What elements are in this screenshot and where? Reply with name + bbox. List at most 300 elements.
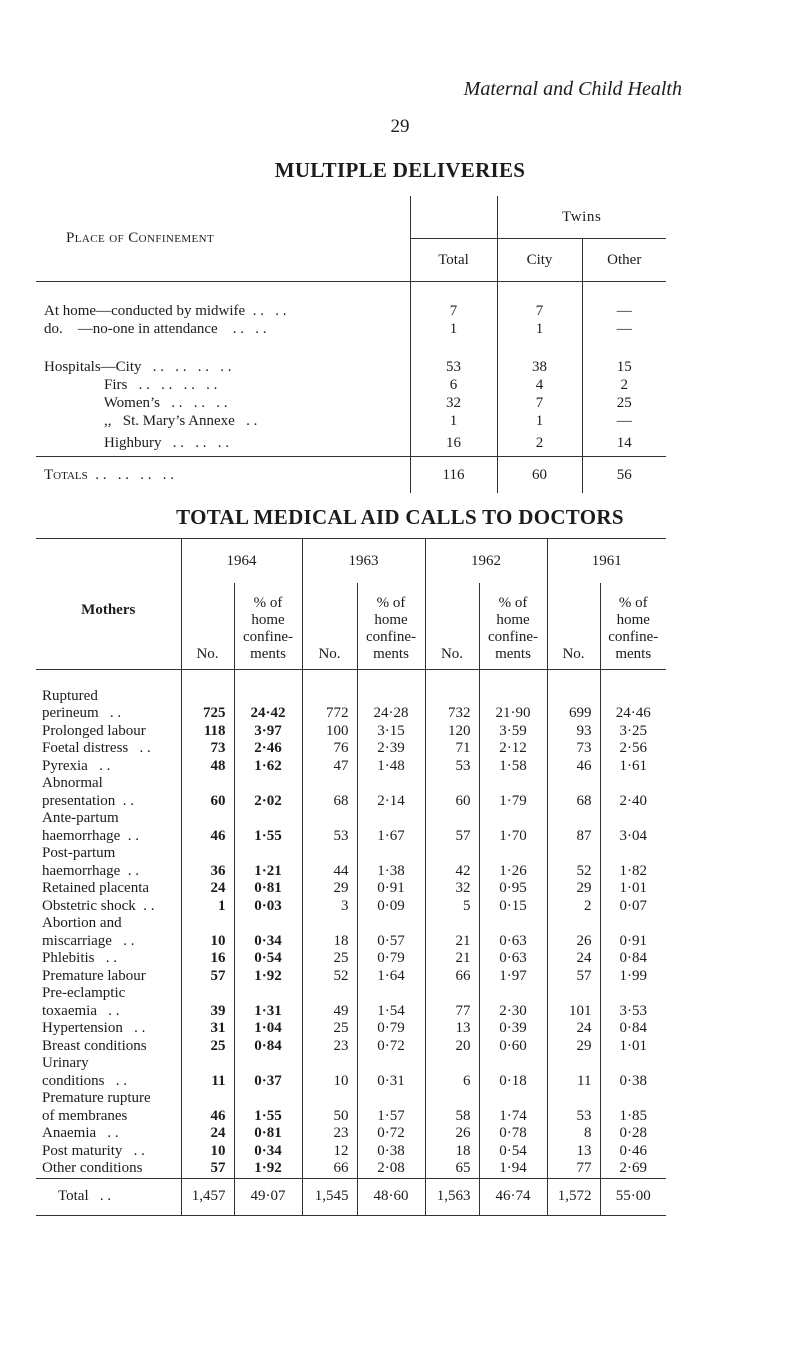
other-value: — (616, 303, 632, 319)
other-value: — (616, 413, 632, 429)
year-header: 1963 (302, 539, 425, 584)
table-row (36, 723, 666, 741)
count-value: 57 (181, 968, 234, 986)
percent-value: 0·54 (479, 1143, 547, 1161)
count-value: 3 (302, 898, 357, 916)
percent-value: 0·60 (479, 1038, 547, 1056)
percent-value: 1·55 (234, 1108, 302, 1126)
place-label: Highbury . . . . . . (36, 430, 410, 457)
count-value: 29 (547, 1038, 600, 1056)
percent-header-line: ments (495, 646, 531, 662)
city-value: 60 (497, 457, 582, 494)
percent-value: 3·25 (619, 722, 647, 739)
col-place-header: Place of Confinement (36, 196, 410, 282)
percent-value: 1·92 (234, 968, 302, 986)
table-row (36, 898, 666, 916)
count-value: 24 (547, 950, 600, 968)
condition-label: Anaemia . . (36, 1125, 181, 1143)
count-value: 24 (547, 1020, 600, 1038)
count-value: 48 (181, 758, 234, 776)
count-value: 1 (181, 898, 234, 916)
medical-aid-table (36, 538, 666, 1216)
count-value: 18 (302, 933, 357, 951)
count-value: 57 (425, 828, 479, 846)
percent-header-line: confine- (488, 629, 538, 645)
percent-value: 49·07 (234, 1178, 302, 1215)
count-value: 100 (302, 723, 357, 741)
table-row (36, 880, 666, 898)
other-value: 14 (616, 435, 632, 451)
col-percent-header (479, 583, 547, 670)
total-value: 1 (410, 320, 497, 338)
col-other-header: Other (582, 239, 666, 282)
count-value: 93 (547, 723, 600, 741)
table-row (36, 863, 666, 881)
percent-value: 0·63 (479, 950, 547, 968)
total-value: 7 (410, 302, 497, 320)
percent-value: 1·74 (479, 1108, 547, 1126)
condition-label: Hypertension . . (36, 1020, 181, 1038)
condition-label: Breast conditions (36, 1038, 181, 1056)
percent-value: 2·39 (357, 740, 425, 758)
percent-value: 2·46 (234, 740, 302, 758)
condition-label: Post-partum (36, 845, 181, 863)
table-row (36, 985, 666, 1003)
percent-header-line: ments (250, 646, 286, 662)
count-value: 6 (425, 1073, 479, 1091)
percent-value: 0·46 (619, 1142, 647, 1159)
percent-value: 0·34 (234, 1143, 302, 1161)
percent-header-line: home (496, 612, 530, 628)
col-percent-header (600, 583, 666, 670)
condition-label: toxaemia . . (36, 1003, 181, 1021)
count-value: 24 (181, 1125, 234, 1143)
percent-value: 24·46 (615, 705, 651, 721)
table-row (36, 1125, 666, 1143)
count-value: 87 (547, 828, 600, 846)
count-value: 118 (181, 723, 234, 741)
percent-value: 0·28 (619, 1125, 647, 1141)
other-value: 15 (616, 359, 632, 375)
table-row (36, 412, 666, 430)
percent-header-line: ments (615, 646, 652, 662)
count-value: 46 (181, 1108, 234, 1126)
col-no-header: No. (547, 583, 600, 670)
condition-label: Abnormal (36, 775, 181, 793)
count-value: 23 (302, 1038, 357, 1056)
percent-value: 2·56 (619, 740, 647, 756)
condition-label: Retained placenta (36, 880, 181, 898)
count-value: 5 (425, 898, 479, 916)
condition-label: Other conditions (36, 1160, 181, 1178)
count-value: 2 (547, 898, 600, 916)
condition-label: presentation . . (36, 793, 181, 811)
year-header: 1962 (425, 539, 547, 584)
percent-value: 1·70 (479, 828, 547, 846)
count-value: 66 (302, 1160, 357, 1178)
count-value: 46 (547, 758, 600, 776)
percent-value: 46·74 (479, 1178, 547, 1215)
total-label: Total . . (36, 1178, 181, 1215)
percent-value: 0·81 (234, 1125, 302, 1143)
percent-value: 1·94 (479, 1160, 547, 1178)
count-value: 58 (425, 1108, 479, 1126)
table-row (36, 1003, 666, 1021)
place-label: Firs . . . . . . . . (36, 376, 410, 394)
multiple-deliveries-table (36, 196, 666, 493)
percent-value: 0·03 (234, 898, 302, 916)
city-value: 7 (497, 394, 582, 412)
table-row (36, 1073, 666, 1091)
totals-row (36, 457, 666, 494)
percent-value: 0·79 (357, 950, 425, 968)
other-value: — (616, 321, 632, 337)
count-value: 68 (547, 793, 600, 811)
condition-label: conditions . . (36, 1073, 181, 1091)
count-value: 65 (425, 1160, 479, 1178)
count-value: 29 (547, 880, 600, 898)
count-value: 11 (547, 1073, 600, 1091)
count-value: 60 (425, 793, 479, 811)
count-value: 52 (547, 863, 600, 881)
count-value: 73 (547, 740, 600, 758)
percent-header-line: % of (376, 595, 406, 611)
percent-value: 1·64 (357, 968, 425, 986)
count-value: 699 (547, 705, 600, 723)
percent-value: 0·81 (234, 880, 302, 898)
col-no-header: No. (302, 583, 357, 670)
percent-header-line: % of (498, 595, 528, 611)
percent-value: 1·48 (357, 758, 425, 776)
count-value: 725 (181, 705, 234, 723)
count-value: 10 (181, 1143, 234, 1161)
percent-value: 1·21 (234, 863, 302, 881)
percent-value: 0·84 (619, 950, 647, 966)
place-label: Hospitals—City . . . . . . . . (36, 358, 410, 376)
percent-header-line: confine- (608, 629, 659, 645)
percent-value: 1·31 (234, 1003, 302, 1021)
count-value: 31 (181, 1020, 234, 1038)
percent-value: 0·34 (234, 933, 302, 951)
city-value: 1 (497, 412, 582, 430)
condition-label: Premature rupture (36, 1090, 181, 1108)
count-value: 32 (425, 880, 479, 898)
percent-value: 0·09 (357, 898, 425, 916)
percent-value: 0·39 (479, 1020, 547, 1038)
percent-value: 0·15 (479, 898, 547, 916)
percent-value: 0·37 (234, 1073, 302, 1091)
percent-value: 0·72 (357, 1038, 425, 1056)
condition-label: Pre-eclamptic (36, 985, 181, 1003)
table-row (36, 793, 666, 811)
count-value: 13 (425, 1020, 479, 1038)
condition-label: Abortion and (36, 915, 181, 933)
percent-value: 0·79 (357, 1020, 425, 1038)
percent-value: 3·97 (234, 723, 302, 741)
col-twins-header: Twins (497, 196, 666, 239)
count-value: 53 (547, 1108, 600, 1126)
count-value: 25 (181, 1038, 234, 1056)
count-value: 1,545 (302, 1178, 357, 1215)
table-row (36, 758, 666, 776)
place-label: do. —no-one in attendance . . . . (36, 320, 410, 338)
percent-value: 0·07 (619, 897, 647, 914)
percent-value: 0·38 (357, 1143, 425, 1161)
table-row (36, 845, 666, 863)
percent-value: 1·01 (619, 1037, 647, 1054)
table-row (36, 828, 666, 846)
table-row (36, 1090, 666, 1108)
count-value: 77 (425, 1003, 479, 1021)
count-value: 10 (181, 933, 234, 951)
percent-value: 2·69 (619, 1160, 647, 1176)
percent-header-line: confine- (366, 629, 416, 645)
table-row (36, 810, 666, 828)
count-value: 18 (425, 1143, 479, 1161)
count-value: 25 (302, 1020, 357, 1038)
condition-label: Ante-partum (36, 810, 181, 828)
percent-value: 24·28 (357, 705, 425, 723)
percent-value: 1·54 (357, 1003, 425, 1021)
count-value: 36 (181, 863, 234, 881)
table-row (36, 775, 666, 793)
place-label: At home—conducted by midwife . . . . (36, 302, 410, 320)
table-row (36, 705, 666, 723)
percent-value: 1·97 (479, 968, 547, 986)
percent-value: 2·12 (479, 740, 547, 758)
percent-value: 3·04 (619, 827, 647, 844)
count-value: 24 (181, 880, 234, 898)
percent-value: 2·14 (357, 793, 425, 811)
col-no-header: No. (181, 583, 234, 670)
table-row (36, 968, 666, 986)
col-total-header: Total (410, 239, 497, 282)
percent-value: 0·78 (479, 1125, 547, 1143)
percent-value: 1·85 (619, 1107, 647, 1124)
count-value: 66 (425, 968, 479, 986)
count-value: 60 (181, 793, 234, 811)
col-percent-header (357, 583, 425, 670)
page-number: 29 (390, 116, 410, 137)
table-row (36, 1160, 666, 1178)
percent-value: 1·99 (619, 967, 647, 984)
count-value: 47 (302, 758, 357, 776)
other-value: 2 (620, 377, 628, 393)
percent-value: 0·84 (619, 1020, 647, 1036)
spacer-row (36, 338, 666, 358)
table-row (36, 430, 666, 457)
percent-value: 0·38 (619, 1072, 647, 1089)
count-value: 12 (302, 1143, 357, 1161)
condition-label: Post maturity . . (36, 1143, 181, 1161)
count-value: 76 (302, 740, 357, 758)
count-value: 57 (547, 968, 600, 986)
percent-value: 3·59 (479, 723, 547, 741)
count-value: 46 (181, 828, 234, 846)
city-value: 1 (497, 320, 582, 338)
total-value: 6 (410, 376, 497, 394)
condition-label: haemorrhage . . (36, 828, 181, 846)
table-row (36, 1020, 666, 1038)
count-value: 57 (181, 1160, 234, 1178)
count-value: 8 (547, 1125, 600, 1143)
other-value: 25 (616, 395, 632, 411)
count-value: 29 (302, 880, 357, 898)
table-row (36, 933, 666, 951)
table-row (36, 320, 666, 338)
count-value: 20 (425, 1038, 479, 1056)
count-value: 26 (547, 933, 600, 951)
count-value: 13 (547, 1143, 600, 1161)
percent-value: 1·82 (619, 862, 647, 879)
percent-value: 48·60 (357, 1178, 425, 1215)
table-row (36, 915, 666, 933)
city-value: 7 (497, 302, 582, 320)
percent-value: 1·79 (479, 793, 547, 811)
count-value: 49 (302, 1003, 357, 1021)
percent-value: 1·58 (479, 758, 547, 776)
percent-header-line: confine- (243, 629, 293, 645)
total-value: 16 (410, 430, 497, 457)
total-value: 1 (410, 412, 497, 430)
count-value: 732 (425, 705, 479, 723)
col-city-header: City (497, 239, 582, 282)
count-value: 23 (302, 1125, 357, 1143)
percent-value: 24·42 (234, 705, 302, 723)
medical-aid-title: TOTAL MEDICAL AID CALLS TO DOCTORS (176, 505, 624, 529)
percent-value: 2·30 (479, 1003, 547, 1021)
table-row (36, 740, 666, 758)
percent-value: 1·55 (234, 828, 302, 846)
condition-label: Obstetric shock . . (36, 898, 181, 916)
percent-value: 0·31 (357, 1073, 425, 1091)
count-value: 68 (302, 793, 357, 811)
table-row (36, 1143, 666, 1161)
percent-value: 2·08 (357, 1160, 425, 1178)
percent-value: 1·61 (619, 757, 647, 774)
count-value: 120 (425, 723, 479, 741)
percent-value: 0·57 (357, 933, 425, 951)
table-row (36, 1108, 666, 1126)
count-value: 42 (425, 863, 479, 881)
table-row (36, 950, 666, 968)
percent-value: 1·26 (479, 863, 547, 881)
col-percent-header (234, 583, 302, 670)
city-value: 2 (497, 430, 582, 457)
percent-value: 1·92 (234, 1160, 302, 1178)
place-label: Women’s . . . . . . (36, 394, 410, 412)
percent-value: 21·90 (479, 705, 547, 723)
percent-header-line: home (616, 612, 650, 628)
running-head: Maternal and Child Health (463, 78, 682, 100)
year-header: 1964 (181, 539, 302, 584)
col-no-header: No. (425, 583, 479, 670)
count-value: 77 (547, 1160, 600, 1178)
condition-label: Prolonged labour (36, 723, 181, 741)
count-value: 52 (302, 968, 357, 986)
place-label: ,, St. Mary’s Annexe . . (36, 412, 410, 430)
percent-value: 0·54 (234, 950, 302, 968)
condition-label: Premature labour (36, 968, 181, 986)
percent-value: 0·95 (479, 880, 547, 898)
table-row (36, 358, 666, 376)
percent-value: 2·40 (619, 792, 647, 809)
percent-value: 0·91 (357, 880, 425, 898)
condition-label: Ruptured (36, 670, 181, 706)
total-value: 32 (410, 394, 497, 412)
total-row (36, 1178, 666, 1215)
percent-value: 2·02 (234, 793, 302, 811)
percent-value: 0·18 (479, 1073, 547, 1091)
count-value: 25 (302, 950, 357, 968)
count-value: 21 (425, 933, 479, 951)
percent-value: 0·72 (357, 1125, 425, 1143)
percent-value: 0·91 (619, 932, 647, 949)
count-value: 50 (302, 1108, 357, 1126)
count-value: 1,563 (425, 1178, 479, 1215)
condition-label: of membranes (36, 1108, 181, 1126)
count-value: 1,457 (181, 1178, 234, 1215)
percent-value: 0·63 (479, 933, 547, 951)
percent-value: 55·00 (600, 1178, 666, 1215)
percent-value: 1·38 (357, 863, 425, 881)
condition-label: Phlebitis . . (36, 950, 181, 968)
total-value: 116 (410, 457, 497, 494)
table-row (36, 670, 666, 706)
total-value: 53 (410, 358, 497, 376)
condition-label: perineum . . (36, 705, 181, 723)
count-value: 53 (425, 758, 479, 776)
condition-label: miscarriage . . (36, 933, 181, 951)
year-header: 1961 (591, 552, 622, 569)
percent-header-line: % of (253, 595, 283, 611)
condition-label: haemorrhage . . (36, 863, 181, 881)
percent-value: 1·62 (234, 758, 302, 776)
percent-header-line: home (251, 612, 285, 628)
table-row (36, 376, 666, 394)
condition-label: Urinary (36, 1055, 181, 1073)
percent-value: 1·01 (619, 880, 647, 896)
spacer-row (36, 282, 666, 303)
other-value: 56 (582, 457, 666, 494)
condition-label: Pyrexia . . (36, 758, 181, 776)
table-row (36, 1055, 666, 1073)
city-value: 4 (497, 376, 582, 394)
table-row (36, 302, 666, 320)
count-value: 16 (181, 950, 234, 968)
percent-header-line: % of (618, 595, 648, 611)
city-value: 38 (497, 358, 582, 376)
table-row (36, 394, 666, 412)
percent-value: 1·04 (234, 1020, 302, 1038)
count-value: 101 (547, 1003, 600, 1021)
multiple-deliveries-title: MULTIPLE DELIVERIES (274, 158, 526, 182)
percent-value: 3·15 (357, 723, 425, 741)
count-value: 39 (181, 1003, 234, 1021)
percent-value: 3·53 (619, 1002, 647, 1019)
totals-label: Totals . . . . . . . . (36, 457, 410, 494)
col-mothers-header: Mothers (36, 539, 181, 670)
table-row (36, 1038, 666, 1056)
count-value: 53 (302, 828, 357, 846)
percent-value: 1·57 (357, 1108, 425, 1126)
percent-header-line: home (374, 612, 408, 628)
count-value: 71 (425, 740, 479, 758)
count-value: 21 (425, 950, 479, 968)
count-value: 73 (181, 740, 234, 758)
condition-label: Foetal distress . . (36, 740, 181, 758)
count-value: 1,572 (547, 1178, 600, 1215)
